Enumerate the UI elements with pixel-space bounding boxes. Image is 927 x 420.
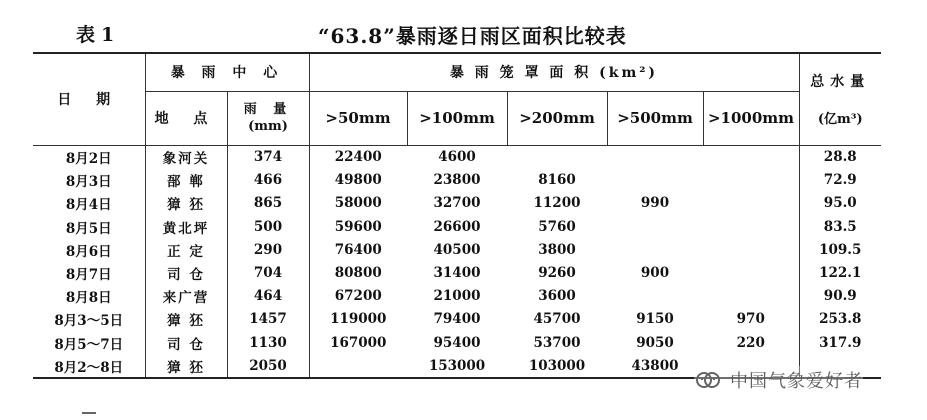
cell-area-1000 — [703, 261, 799, 284]
header-total-unit: (亿m³) — [817, 112, 863, 128]
cell-area-100: 21000 — [433, 288, 481, 305]
cell-date: 8月3日 — [33, 169, 145, 192]
cell-area-1000 — [703, 169, 799, 192]
cell-area-200: 5760 — [538, 218, 576, 235]
cell-total: 83.5 — [823, 218, 857, 235]
table-row — [33, 169, 881, 192]
cell-area-200: 3600 — [538, 288, 576, 305]
cell-date: 8月5日 — [33, 215, 145, 238]
cell-area-500 — [607, 215, 703, 238]
cell-date: 8月2～8日 — [33, 354, 145, 378]
cell-area-100: 26600 — [433, 218, 481, 235]
cell-area-50: 67200 — [334, 288, 382, 305]
cell-area-500: 9050 — [636, 334, 674, 351]
cell-location: 正 定 — [145, 238, 227, 261]
cell-location: 獐 狉 — [145, 354, 227, 378]
cell-area-1000 — [703, 215, 799, 238]
cell-date: 8月8日 — [33, 285, 145, 308]
header-threshold-500: >500mm — [607, 91, 703, 145]
cell-area-100: 95400 — [433, 334, 481, 351]
cell-rainfall: 466 — [227, 169, 309, 192]
cell-area-1000 — [703, 238, 799, 261]
cell-area-1000: 220 — [703, 331, 799, 354]
cell-area-50 — [309, 354, 407, 378]
cell-area-50: 167000 — [330, 334, 387, 351]
cell-area-200: 11200 — [533, 195, 581, 212]
table-label: 表1 — [76, 24, 121, 46]
cell-rainfall: 290 — [227, 238, 309, 261]
cell-date: 8月7日 — [33, 261, 145, 284]
cell-area-500: 990 — [640, 195, 670, 212]
header-center-group: 暴 雨 中 心 — [145, 53, 309, 91]
cell-area-500 — [607, 238, 703, 261]
header-threshold-100: >100mm — [407, 91, 507, 145]
table-title: “63.8”暴雨逐日雨区面积比较表 — [318, 24, 627, 48]
cell-rainfall: 704 — [227, 261, 309, 284]
table-row — [33, 285, 881, 308]
table-row — [33, 308, 881, 331]
cell-area-100: 40500 — [433, 241, 481, 258]
cell-area-50: 80800 — [334, 265, 382, 282]
cell-area-50: 22400 — [334, 149, 382, 166]
cell-rainfall: 374 — [227, 145, 309, 169]
cell-area-100: 153000 — [428, 357, 486, 374]
table-row — [33, 215, 881, 238]
header-date: 日 期 — [33, 53, 145, 145]
cell-rainfall: 1130 — [227, 331, 309, 354]
header-location: 地 点 — [145, 91, 227, 145]
cell-area-200: 103000 — [528, 357, 586, 374]
cell-area-200: 53700 — [533, 334, 581, 351]
cell-area-50: 49800 — [334, 172, 382, 189]
cell-area-100: 79400 — [433, 311, 481, 328]
cell-area-500 — [607, 285, 703, 308]
cell-area-50: 76400 — [334, 241, 382, 258]
header-threshold-200: >200mm — [507, 91, 607, 145]
cell-area-200: 3800 — [538, 241, 576, 258]
cell-total: 253.8 — [819, 311, 862, 328]
cell-rainfall: 464 — [227, 285, 309, 308]
cell-total: 317.9 — [819, 334, 862, 351]
cell-area-100: 4600 — [438, 149, 476, 166]
cell-location: 獐 狉 — [145, 308, 227, 331]
cell-total: 90.9 — [823, 288, 857, 305]
header-threshold-1000: >1000mm — [703, 91, 799, 145]
cell-date: 8月4日 — [33, 192, 145, 215]
cell-area-100: 32700 — [433, 195, 481, 212]
cell-location: 獐 狉 — [145, 192, 227, 215]
cell-total: 95.0 — [823, 195, 857, 212]
cell-rainfall: 2050 — [227, 354, 309, 378]
cell-rainfall: 500 — [227, 215, 309, 238]
cell-rainfall: 865 — [227, 192, 309, 215]
cell-area-50: 119000 — [330, 311, 387, 328]
cell-area-200: 9260 — [538, 265, 576, 282]
cell-area-1000 — [703, 285, 799, 308]
cell-area-500: 43800 — [631, 357, 679, 374]
cell-area-50: 59600 — [334, 218, 382, 235]
header-rainfall: 雨 量 (mm) — [227, 91, 309, 145]
cell-location: 黄北坪 — [145, 215, 227, 238]
table-row — [33, 238, 881, 261]
table-row — [33, 145, 881, 169]
cell-location: 司 仓 — [145, 261, 227, 284]
header-total-name: 总水量 — [810, 74, 871, 90]
header-area-group: 暴 雨 笼 罩 面 积 (km²) — [309, 53, 799, 91]
table-row — [33, 331, 881, 354]
watermark-text: 中国气象爱好者 — [730, 371, 863, 392]
wechat-official-account-icon — [694, 368, 724, 392]
cell-date: 8月2日 — [33, 145, 145, 169]
header-threshold-50: >50mm — [309, 91, 407, 145]
cell-area-200 — [507, 145, 607, 169]
cell-area-100: 23800 — [433, 172, 481, 189]
rain-area-table — [33, 52, 881, 379]
cell-total: 109.5 — [819, 241, 862, 258]
footer-rule-fragment — [82, 412, 96, 414]
cell-date: 8月5～7日 — [33, 331, 145, 354]
watermark — [694, 366, 863, 394]
cell-total: 72.9 — [823, 172, 857, 189]
cell-location: 象河关 — [145, 145, 227, 169]
cell-area-200: 8160 — [538, 172, 576, 189]
cell-area-500: 900 — [640, 265, 670, 282]
cell-total: 28.8 — [823, 149, 857, 166]
cell-area-1000 — [703, 145, 799, 169]
cell-date: 8月6日 — [33, 238, 145, 261]
cell-total: 122.1 — [819, 265, 862, 282]
cell-area-50: 58000 — [334, 195, 382, 212]
cell-area-500 — [607, 169, 703, 192]
cell-area-200: 45700 — [533, 311, 581, 328]
cell-location: 来广营 — [145, 285, 227, 308]
cell-area-1000: 970 — [703, 308, 799, 331]
cell-area-1000 — [703, 192, 799, 215]
table-row — [33, 261, 881, 284]
cell-location: 郚 郸 — [145, 169, 227, 192]
cell-location: 司 仓 — [145, 331, 227, 354]
cell-area-100: 31400 — [433, 265, 481, 282]
cell-date: 8月3～5日 — [33, 308, 145, 331]
table-row — [33, 192, 881, 215]
table-caption — [0, 14, 927, 50]
cell-rainfall: 1457 — [227, 308, 309, 331]
cell-area-500: 9150 — [636, 311, 674, 328]
cell-area-500 — [607, 145, 703, 169]
